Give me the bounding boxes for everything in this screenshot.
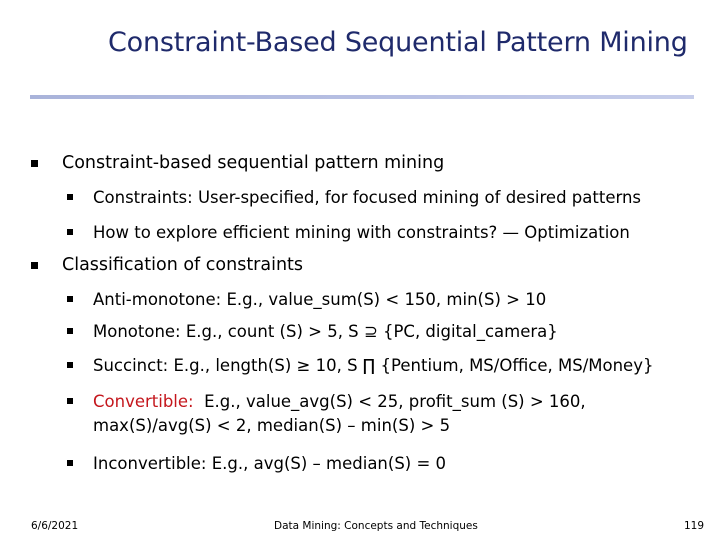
sub-bullet-item	[67, 320, 558, 344]
page-number: 119	[684, 520, 705, 532]
convertible-label: Convertible:	[93, 392, 194, 411]
convertible-rest: E.g., value_avg(S) < 25, profit_sum (S) > 160,	[193, 392, 586, 411]
slide-title: Constraint-Based Sequential Pattern Mining	[108, 27, 688, 58]
sub-bullet-item	[67, 390, 586, 438]
bullet-item	[31, 253, 303, 277]
footer-date: 6/6/2021	[31, 520, 79, 532]
sub-bullet-text: Inconvertible: E.g., avg(S) – median(S) = 0	[93, 454, 447, 473]
bullet-text: Constraint-based sequential pattern mining	[62, 153, 445, 173]
sub-bullet-item	[67, 452, 446, 476]
bullet-text: Classification of constraints	[62, 255, 304, 275]
square-bullet-icon	[67, 460, 73, 466]
convertible-rest-line2: max(S)/avg(S) < 2, median(S) – min(S) > 5	[93, 416, 451, 435]
square-bullet-icon	[31, 262, 38, 269]
square-bullet-icon	[67, 328, 73, 334]
sub-bullet-item	[67, 354, 653, 378]
sub-bullet-text: Constraints: User-specified, for focused mining of desired patterns	[93, 188, 642, 207]
sub-bullet-text: Succinct: E.g., length(S) ≥ 10, S ∏ {Pentium, MS/Office, MS/Money}	[93, 356, 654, 375]
square-bullet-icon	[67, 296, 73, 302]
sub-bullet-text	[93, 390, 586, 438]
sub-bullet-item	[67, 186, 641, 210]
sub-bullet-text: How to explore efficient mining with constraints? — Optimization	[93, 223, 630, 242]
square-bullet-icon	[67, 398, 73, 404]
sub-bullet-item	[67, 221, 630, 245]
square-bullet-icon	[31, 160, 38, 167]
bullet-item	[31, 151, 444, 175]
square-bullet-icon	[67, 194, 73, 200]
sub-bullet-item	[67, 288, 546, 312]
sub-bullet-text: Monotone: E.g., count (S) > 5, S ⊇ {PC, digital_camera}	[93, 322, 558, 341]
footer-title: Data Mining: Concepts and Techniques	[274, 520, 478, 532]
square-bullet-icon	[67, 362, 73, 368]
sub-bullet-text: Anti-monotone: E.g., value_sum(S) < 150, min(S) > 10	[93, 290, 547, 309]
square-bullet-icon	[67, 229, 73, 235]
